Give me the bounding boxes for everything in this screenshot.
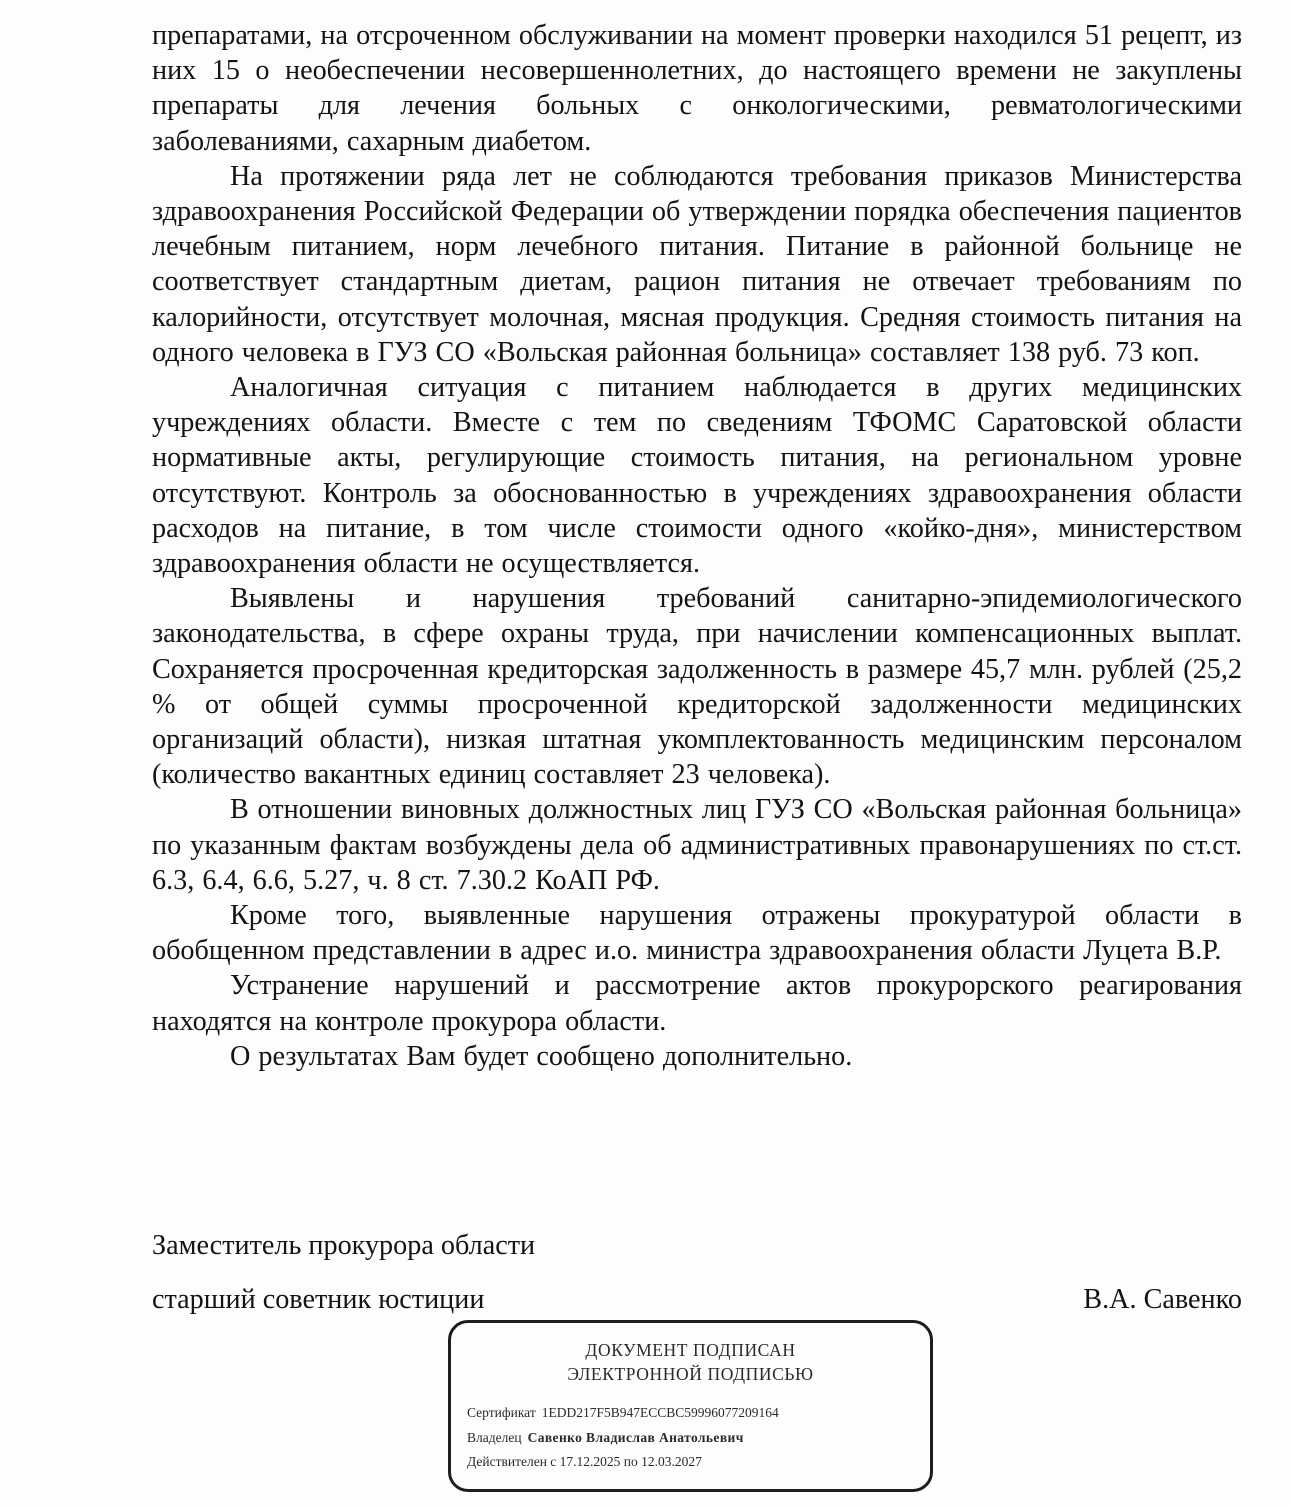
electronic-signature-stamp: [448, 1320, 933, 1492]
paragraph-7: Устранение нарушений и рассмотрение актов прокурорского реагирования находятся на контроле прокурора области.: [152, 970, 1242, 1037]
stamp-owner: [467, 1430, 744, 1446]
stamp-certificate-value: 1EDD217F5B947ECCBC59996077209164: [541, 1405, 779, 1420]
signer-position: Заместитель прокурора области: [152, 1230, 536, 1261]
paragraph-4: Выявлены и нарушения требований санитарно-эпидемиологического законодательства, в сфере охраны труда, при начислении компенсационных выплат. Сохраняется просроченная кредиторская задолженность в размере 45,7 млн. рублей (25,2 % от общей суммы просроченной кредиторской задолженности медицинских организаций области), низкая штатная укомплектованность медицинским персоналом (количество вакантных единиц составляет 23 человека).: [152, 583, 1242, 791]
stamp-owner-label: Владелец: [467, 1430, 522, 1445]
stamp-owner-value: Савенко Владислав Анатольевич: [527, 1430, 744, 1445]
stamp-validity: Действителен с 17.12.2025 по 12.03.2027: [467, 1454, 702, 1469]
paragraph-5: В отношении виновных должностных лиц ГУЗ СО «Вольская районная больница» по указанным фактам возбуждены дела об административных правонарушениях по ст.ст. 6.3, 6.4, 6.6, 5.27, ч. 8 ст. 7.30.2 КоАП РФ.: [152, 794, 1242, 896]
signer-rank-row: [152, 1282, 1242, 1317]
stamp-certificate-label: Сертификат: [467, 1405, 536, 1420]
letter-body: [152, 18, 1242, 1074]
stamp-certificate: [467, 1405, 779, 1421]
signer-rank: старший советник юстиции: [152, 1284, 485, 1315]
paragraph-6: Кроме того, выявленные нарушения отражены прокуратурой области в обобщенном представлении в адрес и.о. министра здравоохранения области Луцета В.Р.: [152, 900, 1242, 967]
paragraph-2: На протяжении ряда лет не соблюдаются требования приказов Министерства здравоохранения Российской Федерации об утверждении порядка обеспечения пациентов лечебным питанием, норм лечебного питания. Питание в районной больнице не соответствует стандартным диетам, рацион питания не отвечает требованиям по калорийности, отсутствует молочная, мясная продукция. Средняя стоимость питания на одного человека в ГУЗ СО «Вольская районная больница» составляет 138 руб. 73 коп.: [152, 160, 1242, 368]
signer-name: В.А. Савенко: [1083, 1284, 1242, 1315]
stamp-title-line-1: ДОКУМЕНТ ПОДПИСАН: [585, 1340, 796, 1360]
paragraph-3: Аналогичная ситуация с питанием наблюдается в других медицинских учреждениях области. Вместе с тем по сведениям ТФОМС Саратовской области нормативные акты, регулирующие стоимость питания, на региональном уровне отсутствуют. Контроль за обоснованностью в учреждениях здравоохранения области расходов на питание, в том числе стоимости одного «койко-дня», министерством здравоохранения области не осуществляется.: [152, 372, 1242, 580]
paragraph-1: препаратами, на отсроченном обслуживании на момент проверки находился 51 рецепт, из них 15 о необеспечении несовершеннолетних, до настоящего времени не закуплены препараты для лечения больных с онкологическими, ревматологическими заболеваниями, сахарным диабетом.: [152, 20, 1242, 157]
paragraph-8: О результатах Вам будет сообщено дополнительно.: [230, 1040, 853, 1072]
stamp-title-line-2: ЭЛЕКТРОННОЙ ПОДПИСЬЮ: [567, 1364, 814, 1384]
